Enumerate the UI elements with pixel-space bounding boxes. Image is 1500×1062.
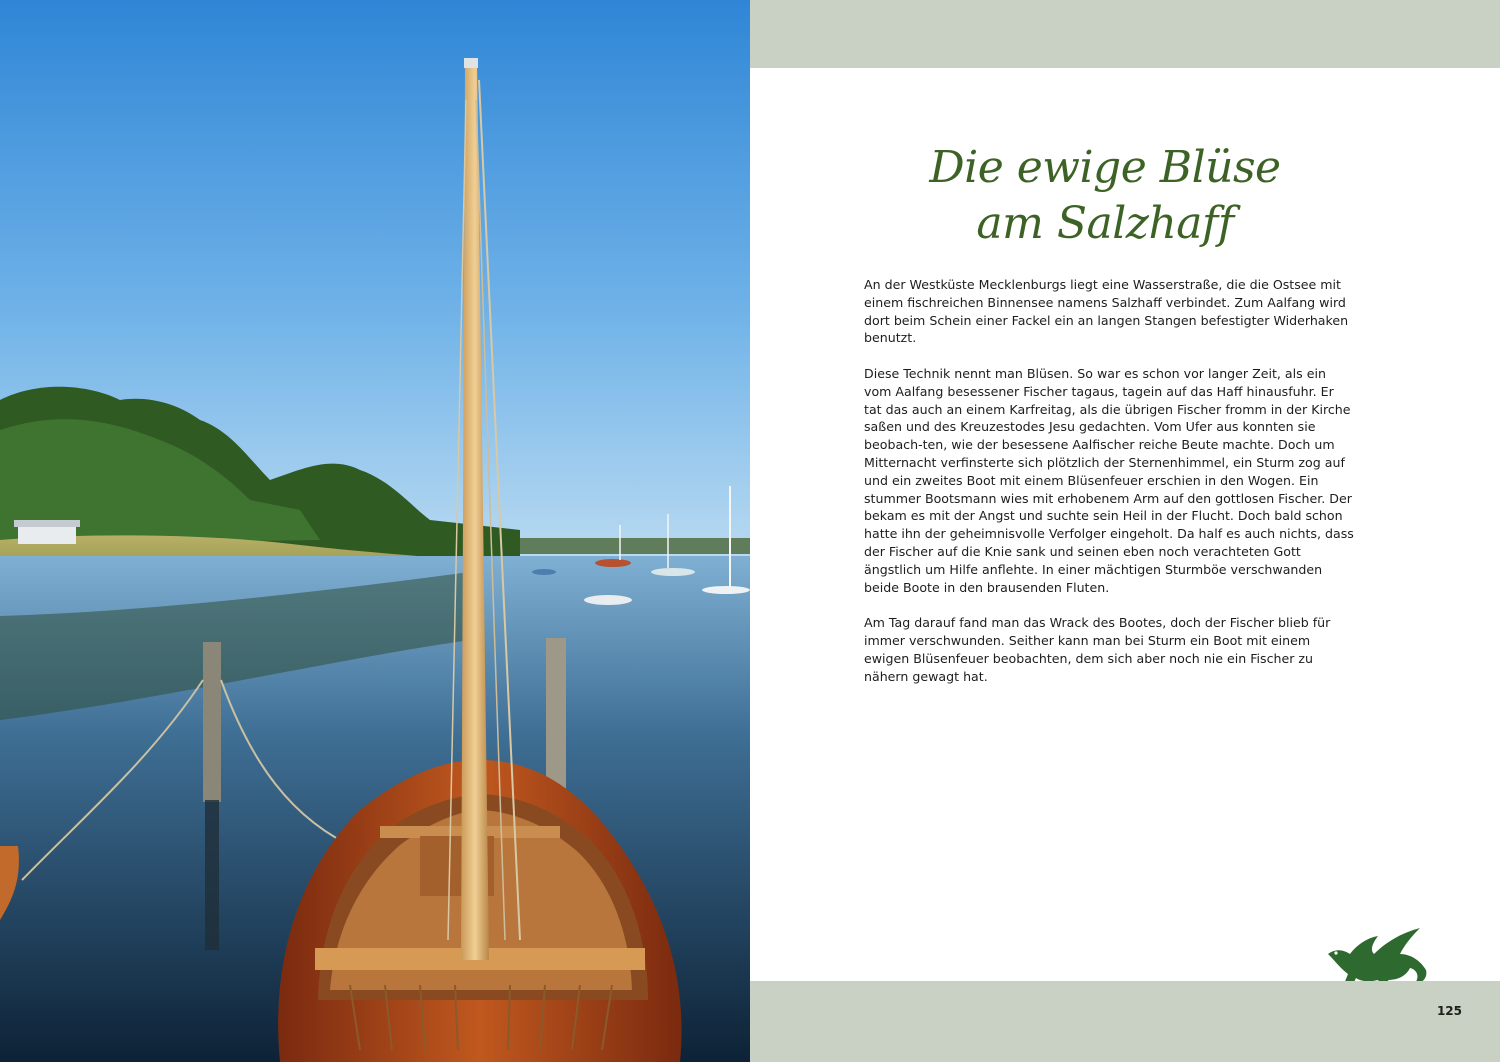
story-title (920, 140, 1290, 252)
paragraph-2: Diese Technik nennt man Blüsen. So war es schon vor langer Zeit, als ein vom Aalfang besessener Fischer tagaus, tagein auf das Haff hinausfuhr. Er tat das auch an einem Karfreitag, als die übrigen Fischer fromm in der Kirche saßen und des Kreuzestodes Jesu gedachten. Vom Ufer aus konnten sie beobach-ten, wie der besessene Aalfischer reiche Beute machte. Doch um Mitternacht verfinsterte sich plötzlich der Sternenhimmel, ein Sturm zog auf und ein zweites Boot mit einem Blüsenfeuer erschien in den Wogen. Ein stummer Bootsmann wies mit erhobenem Arm auf den gottlosen Fischer. Der bekam es mit der Angst und suchte sein Heil in der Flucht. Doch bald schon hatte ihn der geheimnisvolle Verfolger eingeholt. Da half es auch nichts, dass der Fischer auf die Knie sank und seinen eben noch verachteten Gott ängstlich um Hilfe anflehte. In einer mächtigen Sturmböe verschwanden beide Boote in den brausenden Fluten. (864, 365, 1354, 595)
paragraph-3: Am Tag darauf fand man das Wrack des Bootes, doch der Fischer blieb für immer verschwunden. Seither kann man bei Sturm ein Boot mit einem ewigen Blüsenfeuer beobachten, dem sich aber noch nie ein Fischer zu nähern gewagt hat. (864, 615, 1331, 684)
paragraph-1: An der Westküste Mecklenburgs liegt eine Wasserstraße, die die Ostsee mit einem fischreichen Binnensee namens Salzhaff verbindet. Zum Aalfang wird dort beim Schein einer Fackel ein an langen Stangen befestigter Widerhaken benutzt. (864, 277, 1349, 346)
page-number: 125 (1436, 1004, 1462, 1018)
text-page (750, 0, 1500, 1062)
top-color-band (750, 0, 1500, 68)
story-title-line-1: Die ewige Blüse (929, 142, 1281, 193)
story-title-line-2: am Salzhaff (976, 198, 1234, 249)
story-body (864, 276, 1354, 703)
bottom-color-band (750, 981, 1500, 1062)
